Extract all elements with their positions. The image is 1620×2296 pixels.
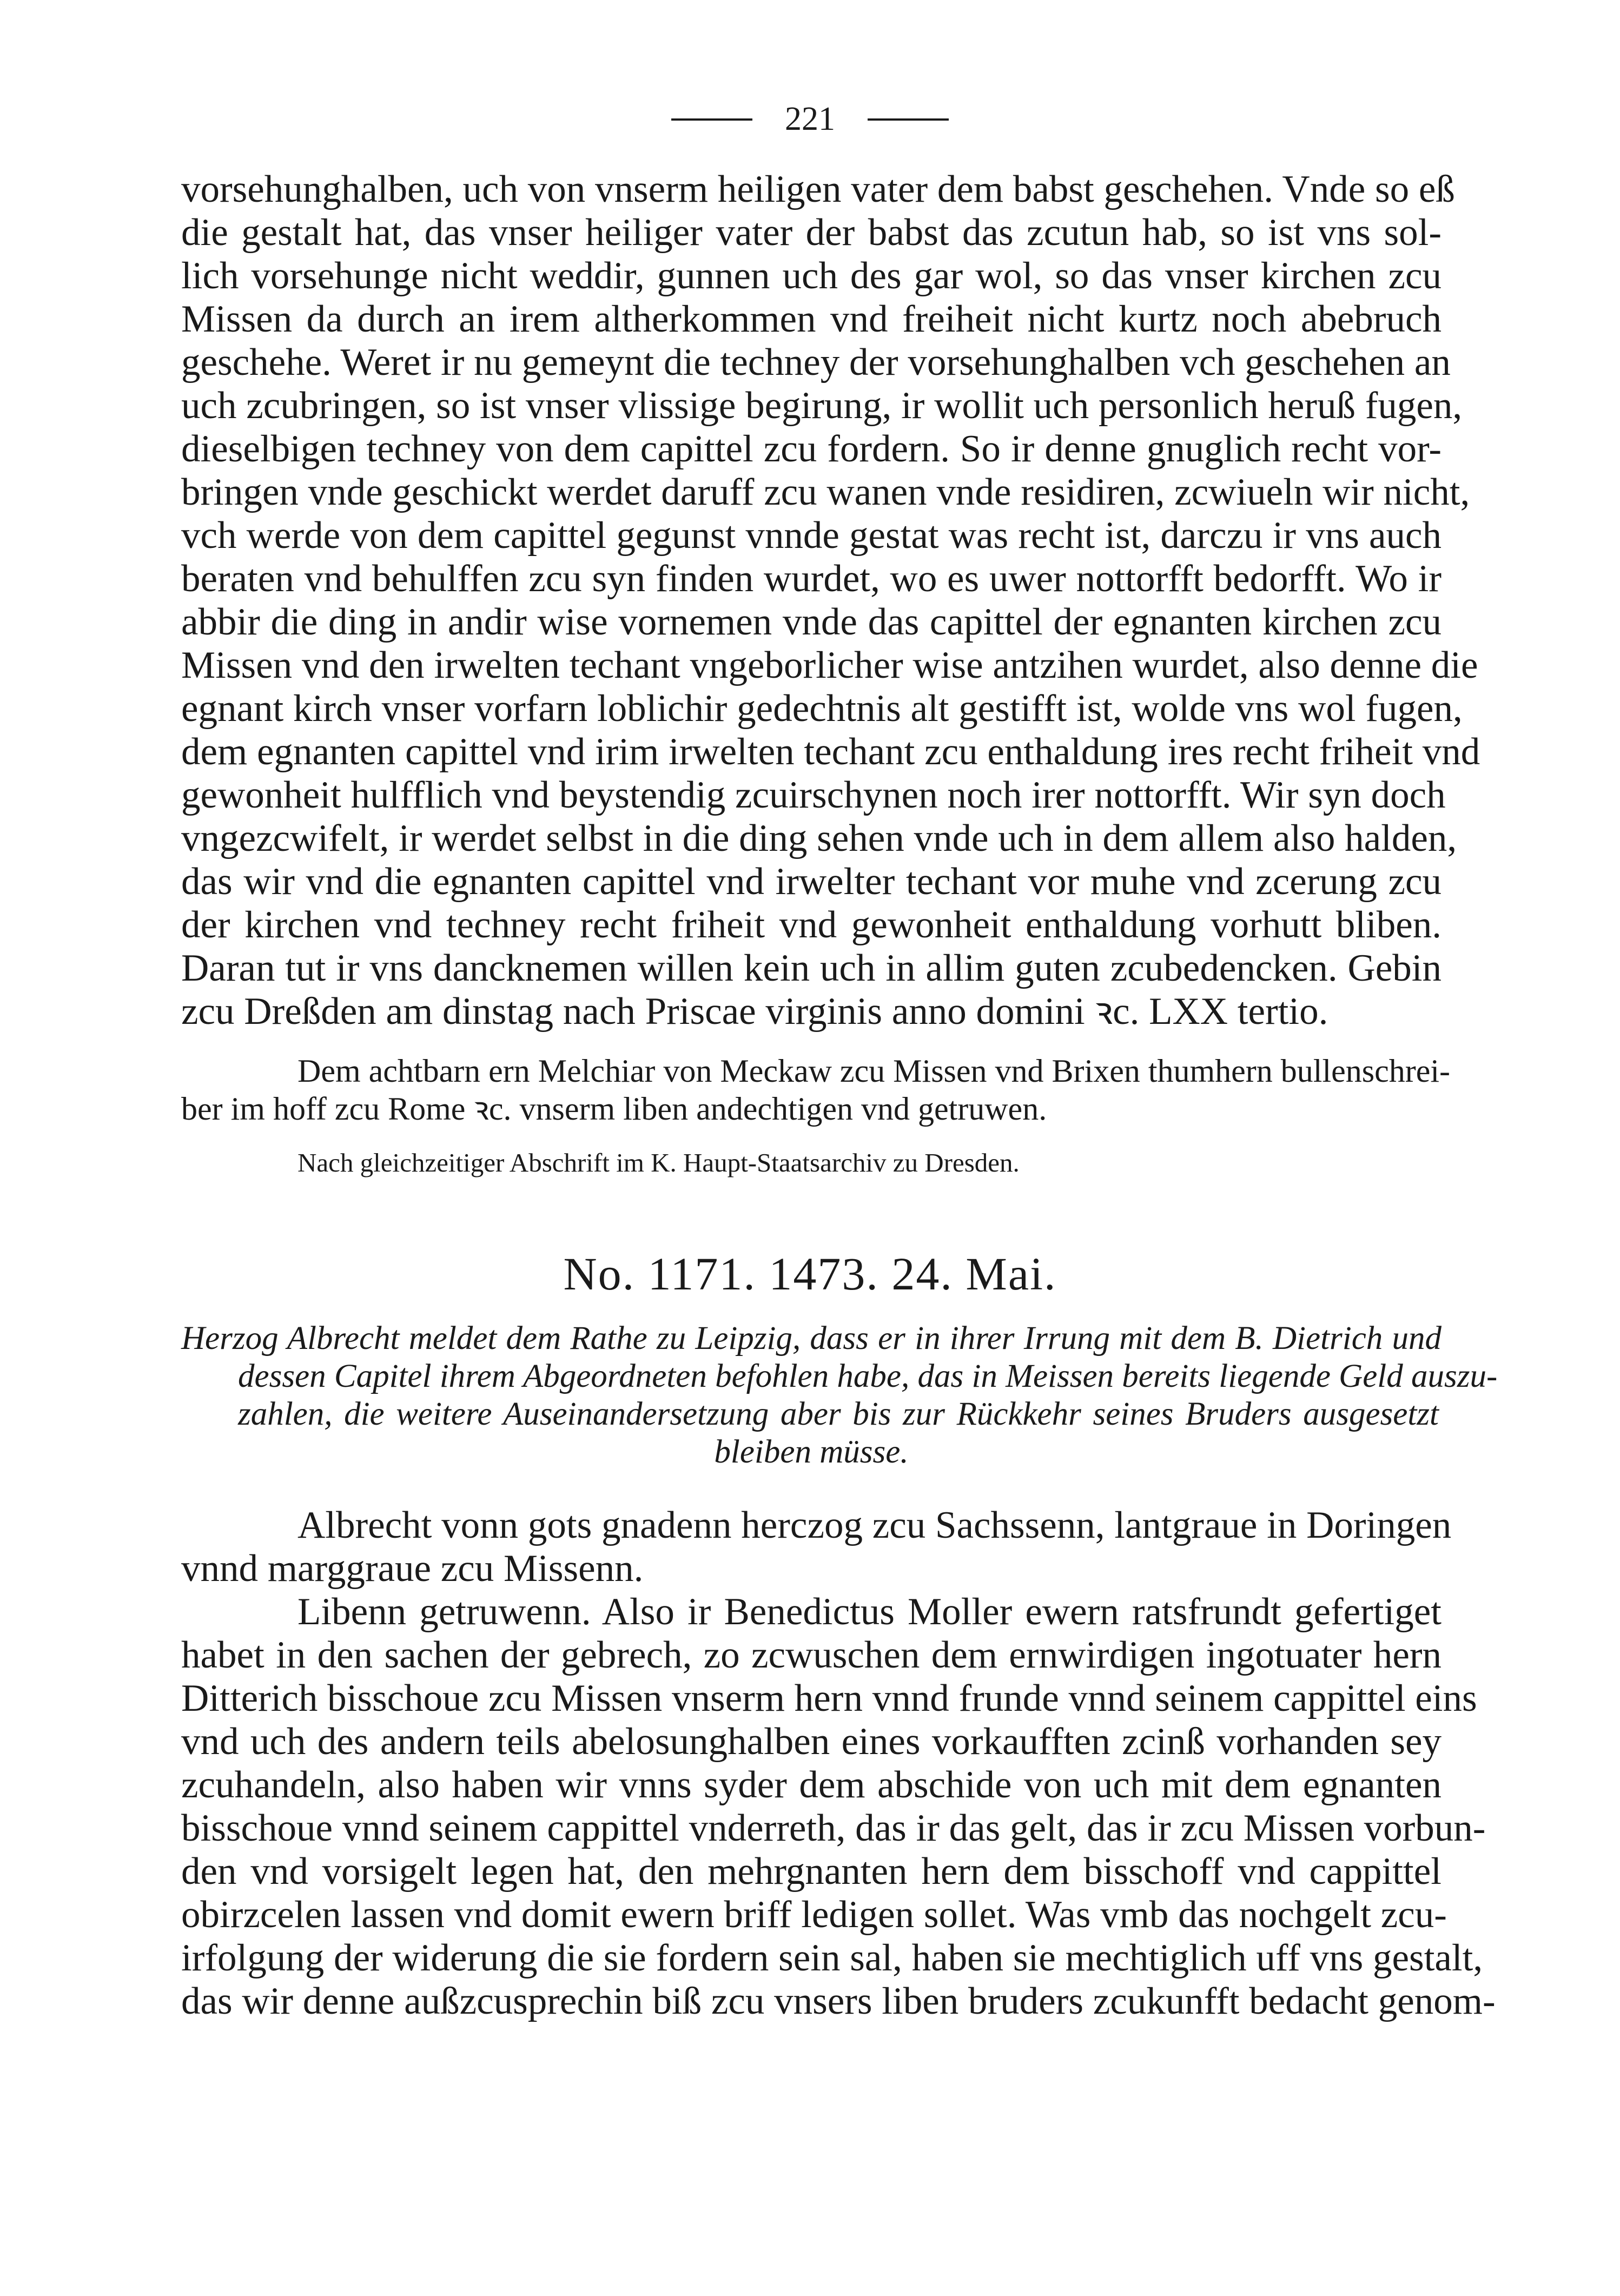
text-line: egnant kirch vnser vorfarn loblichir gedechtnis alt gestifft ist, wolde vns wol fugen, — [181, 687, 1463, 730]
text-line: dem egnanten capittel vnd irim irwelten techant zcu enthaldung ires recht friheit vnd — [181, 731, 1480, 773]
text-line: vngezcwifelt, ir werdet selbst in die ding sehen vnde uch in dem allem also halden, — [181, 817, 1457, 859]
text-line: uch zcubringen, so ist vnser vlissige begirung, ir wollit uch personlich heruß fugen, — [181, 385, 1463, 427]
text-line: Missen da durch an irem altherkommen vnd freiheit nicht kurtz noch abebruch — [181, 298, 1442, 340]
text-line: der kirchen vnd techney recht friheit vnd gewonheit enthaldung vorhutt bliben. — [181, 904, 1442, 946]
text-line: irfolgung der widerung die sie fordern sein sal, haben sie mechtiglich uff vns gestalt, — [181, 1937, 1483, 1979]
text-line: das wir denne außzcusprechin biß zcu vnsers liben bruders zcukunfft bedacht genom- — [181, 1980, 1496, 2022]
text-line: zcu Dreßden am dinstag nach Priscae virginis anno domini ꝛc. LXX tertio. — [181, 990, 1328, 1033]
header-rule-right — [868, 118, 949, 121]
regest-line: dessen Capitel ihrem Abgeordneten befohlen habe, das in Meissen bereits liegende Geld auszu- — [238, 1358, 1498, 1394]
text-line: beraten vnd behulffen zcu syn finden wurdet, wo es uwer nottorfft bedorfft. Wo ir — [181, 558, 1442, 600]
text-line: Albrecht vonn gots gnadenn herczog zcu Sachssenn, lantgraue in Doringen — [297, 1504, 1452, 1546]
text-line: Libenn getruwenn. Also ir Benedictus Moller ewern ratsfrundt gefertiget — [297, 1591, 1442, 1633]
text-line: gewonheit hulfflich vnd beystendig zcuirschynen noch irer nottorfft. Wir syn doch — [181, 774, 1446, 816]
regest-line: Herzog Albrecht meldet dem Rathe zu Leipzig, dass er in ihrer Irrung mit dem B. Dietrich und — [181, 1320, 1442, 1357]
text-line: lich vorsehunge nicht weddir, gunnen uch des gar wol, so das vnser kirchen zcu — [181, 255, 1442, 297]
address-line: ber im hoff zcu Rome ꝛc. vnserm liben andechtigen vnd getruwen. — [181, 1091, 1047, 1127]
text-line: vorsehunghalben, uch von vnserm heiligen vater dem babst geschehen. Vnde so eß — [181, 168, 1455, 210]
regest-line: bleiben müsse. — [714, 1434, 909, 1470]
page-number: 221 — [785, 101, 835, 137]
header-rule-left — [671, 118, 752, 121]
text-line: Ditterich bisschoue zcu Missen vnserm hern vnnd frunde vnnd seinem cappittel eins — [181, 1677, 1477, 1719]
text-line: Missen vnd den irwelten techant vngeborlicher wise antzihen wurdet, also denne die — [181, 644, 1478, 686]
text-line: habet in den sachen der gebrech, zo zcwuschen dem ernwirdigen ingotuater hern — [181, 1634, 1442, 1676]
text-line: das wir vnd die egnanten capittel vnd irwelter techant vor muhe vnd zcerung zcu — [181, 861, 1442, 903]
text-line: vnd uch des andern teils abelosunghalben eines vorkaufften zcinß vorhanden sey — [181, 1721, 1442, 1763]
source-note: Nach gleichzeitiger Abschrift im K. Haupt-Staatsarchiv zu Dresden. — [297, 1148, 1020, 1177]
text-line: bisschoue vnnd seinem cappittel vnderreth, das ir das gelt, das ir zcu Missen vorbun- — [181, 1807, 1486, 1849]
page-header — [0, 100, 1620, 138]
text-line: obirzcelen lassen vnd domit ewern briff ledigen sollet. Was vmb das nochgelt zcu- — [181, 1894, 1447, 1936]
text-line: Daran tut ir vns dancknemen willen kein uch in allim guten zcubedencken. Gebin — [181, 947, 1442, 989]
regest-line: zahlen, die weitere Auseinandersetzung aber bis zur Rückkehr seines Bruders ausgesetzt — [238, 1396, 1439, 1432]
text-line: geschehe. Weret ir nu gemeynt die techney der vorsehunghalben vch geschehen an — [181, 341, 1451, 383]
text-line: den vnd vorsigelt legen hat, den mehrgnanten hern dem bisschoff vnd cappittel — [181, 1850, 1442, 1893]
text-line: vch werde von dem capittel gegunst vnnde gestat was recht ist, darczu ir vns auch — [181, 514, 1442, 557]
text-line: bringen vnde geschickt werdet daruff zcu wanen vnde residiren, zcwiueln wir nicht, — [181, 471, 1470, 513]
text-line: zcuhandeln, also haben wir vnns syder dem abschide von uch mit dem egnanten — [181, 1764, 1442, 1806]
text-line: dieselbigen techney von dem capittel zcu fordern. So ir denne gnuglich recht vor- — [181, 428, 1442, 470]
document-number-heading: No. 1171. 1473. 24. Mai. — [563, 1248, 1057, 1300]
text-line: vnnd marggraue zcu Missenn. — [181, 1547, 644, 1590]
address-line: Dem achtbarn ern Melchiar von Meckaw zcu Missen vnd Brixen thumhern bullenschrei- — [297, 1053, 1450, 1089]
text-line: die gestalt hat, das vnser heiliger vater der babst das zcutun hab, so ist vns sol- — [181, 211, 1442, 254]
text-line: abbir die ding in andir wise vornemen vnde das capittel der egnanten kirchen zcu — [181, 601, 1442, 643]
